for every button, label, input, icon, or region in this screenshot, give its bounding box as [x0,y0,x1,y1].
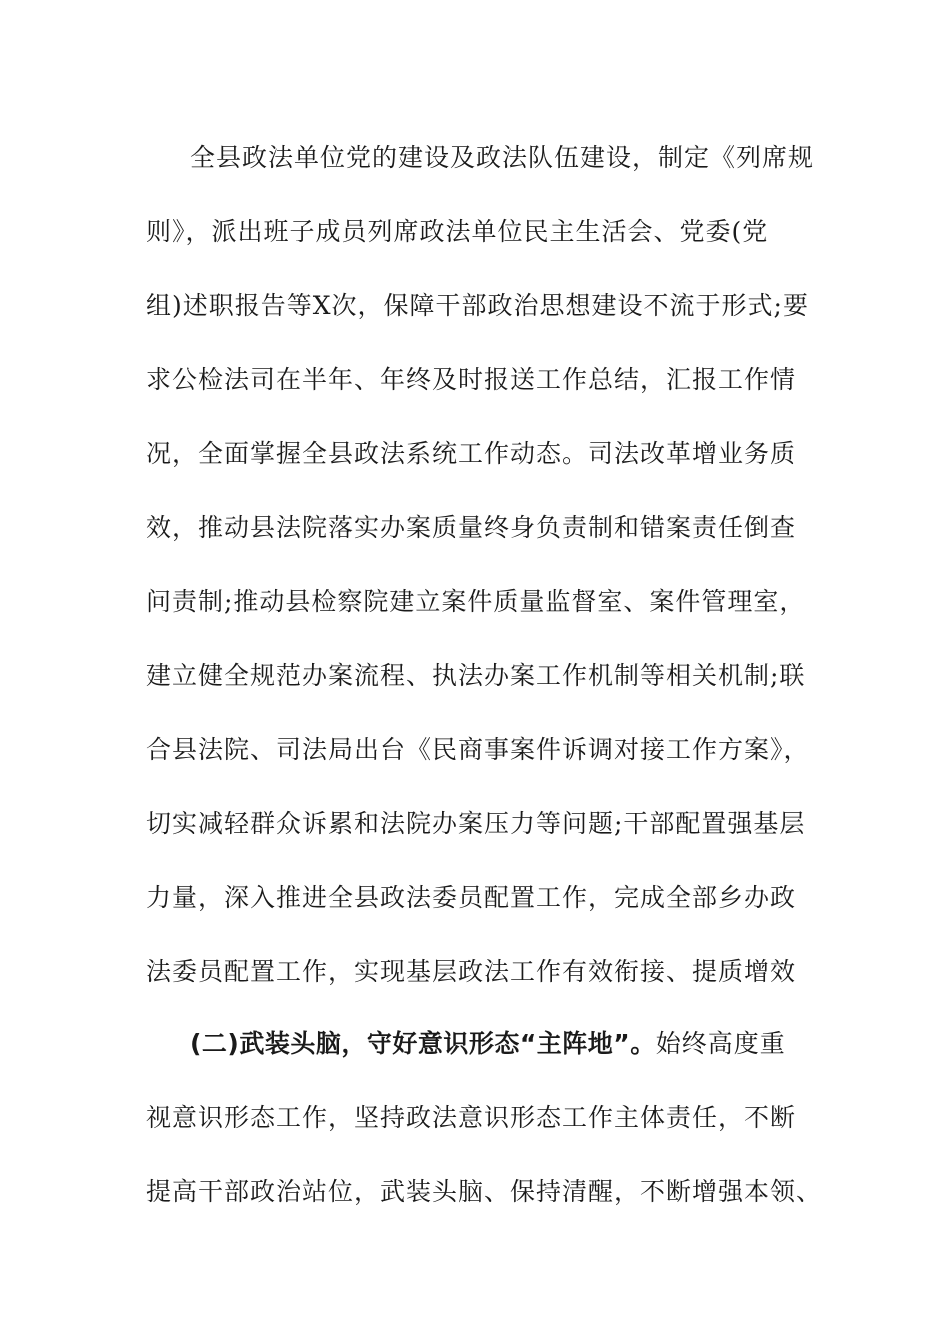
paragraph-line-8: 建立健全规范办案流程、执法办案工作机制等相关机制;联 [146,661,806,690]
paragraph-line-12: 法委员配置工作，实现基层政法工作有效衔接、提质增效 [146,957,797,986]
paragraph-line-7: 问责制;推动县检察院建立案件质量监督室、案件管理室， [146,587,806,616]
paragraph-line-2: 则》，派出班子成员列席政法单位民主生活会、党委(党 [146,217,769,246]
paragraph-line-1: 全县政法单位党的建设及政法队伍建设，制定《列席规 [190,143,815,172]
section-2-first-line-text: 始终高度重 [655,1029,786,1058]
section-2-heading: (二)武装头脑，守好意识形态“主阵地”。 [190,1029,656,1058]
paragraph-line-10: 切实减轻群众诉累和法院办案压力等问题;干部配置强基层 [146,809,806,838]
paragraph-line-11: 力量，深入推进全县政法委员配置工作，完成全部乡办政 [146,883,797,912]
section-2-line-2: 视意识形态工作，坚持政法意识形态工作主体责任，不断 [146,1103,797,1132]
paragraph-line-3: 组)述职报告等X次，保障干部政治思想建设不流于形式;要 [146,291,809,320]
paragraph-line-4: 求公检法司在半年、年终及时报送工作总结，汇报工作情 [146,365,797,394]
paragraph-line-9: 合县法院、司法局出台《民商事案件诉调对接工作方案》， [146,735,810,764]
section-2-line-3: 提高干部政治站位，武装头脑、保持清醒，不断增强本领、 [146,1177,823,1206]
paragraph-line-6: 效，推动县法院落实办案质量终身负责制和错案责任倒查 [146,513,797,542]
section-2-first-line [190,1024,854,1064]
paragraph-line-5: 况，全面掌握全县政法系统工作动态。司法改革增业务质 [146,439,797,468]
